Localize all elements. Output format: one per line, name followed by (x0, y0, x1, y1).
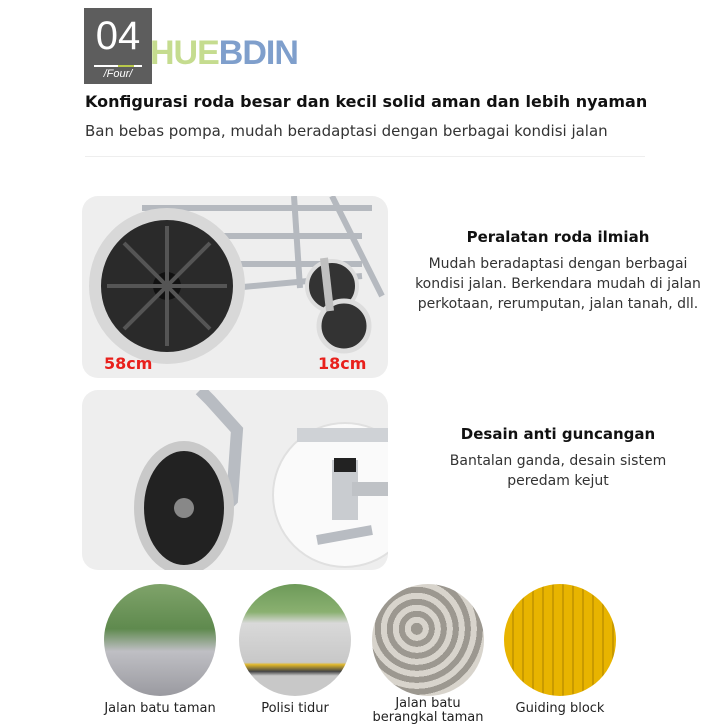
section-number: 04 (95, 14, 141, 58)
shock-absorber-image (82, 390, 388, 570)
feature-line: Bantalan ganda, desain sistem (449, 453, 667, 469)
wheel-size-image (82, 196, 388, 378)
terrain-label: Jalan batu taman (104, 701, 216, 716)
terrain-speed-bump-image (239, 584, 351, 696)
caster-wheel-illustration (82, 390, 388, 570)
section-number-word: /Four/ (103, 68, 133, 80)
terrain-label (358, 697, 498, 725)
brand-logo: HUEBDIN (150, 34, 298, 72)
wheelchair-wheels-illustration (82, 196, 388, 378)
section-number-badge (84, 8, 152, 84)
terrain-pebble-path-image (372, 584, 484, 696)
terrain-guiding-block-image (504, 584, 616, 696)
feature-line: peredam kejut (507, 473, 609, 489)
feature-heading: Peralatan roda ilmiah (466, 228, 650, 246)
feature-line: perkotaan, rerumputan, jalan tanah, dll. (417, 296, 699, 312)
feature-shock (400, 425, 716, 491)
terrain-label: Guiding block (515, 701, 605, 716)
headline: Konfigurasi roda besar dan kecil solid aman dan lebih nyaman (85, 92, 648, 111)
subheadline: Ban bebas pompa, mudah beradaptasi dengan berbagai kondisi jalan (85, 122, 608, 140)
divider (94, 65, 142, 67)
small-wheel-size: 18cm (318, 354, 367, 373)
terrain-label-line: berangkal taman (372, 710, 484, 725)
big-wheel-size: 58cm (104, 354, 153, 373)
terrain-garden-stone-image (104, 584, 216, 696)
feature-wheels (400, 228, 716, 314)
feature-heading: Desain anti guncangan (460, 425, 656, 443)
feature-line: Mudah beradaptasi dengan berbagai (428, 256, 688, 272)
terrain-label: Polisi tidur (261, 701, 329, 716)
feature-line: kondisi jalan. Berkendara mudah di jalan (415, 276, 701, 292)
divider (85, 156, 645, 157)
terrain-label-line: Jalan batu (395, 696, 461, 711)
